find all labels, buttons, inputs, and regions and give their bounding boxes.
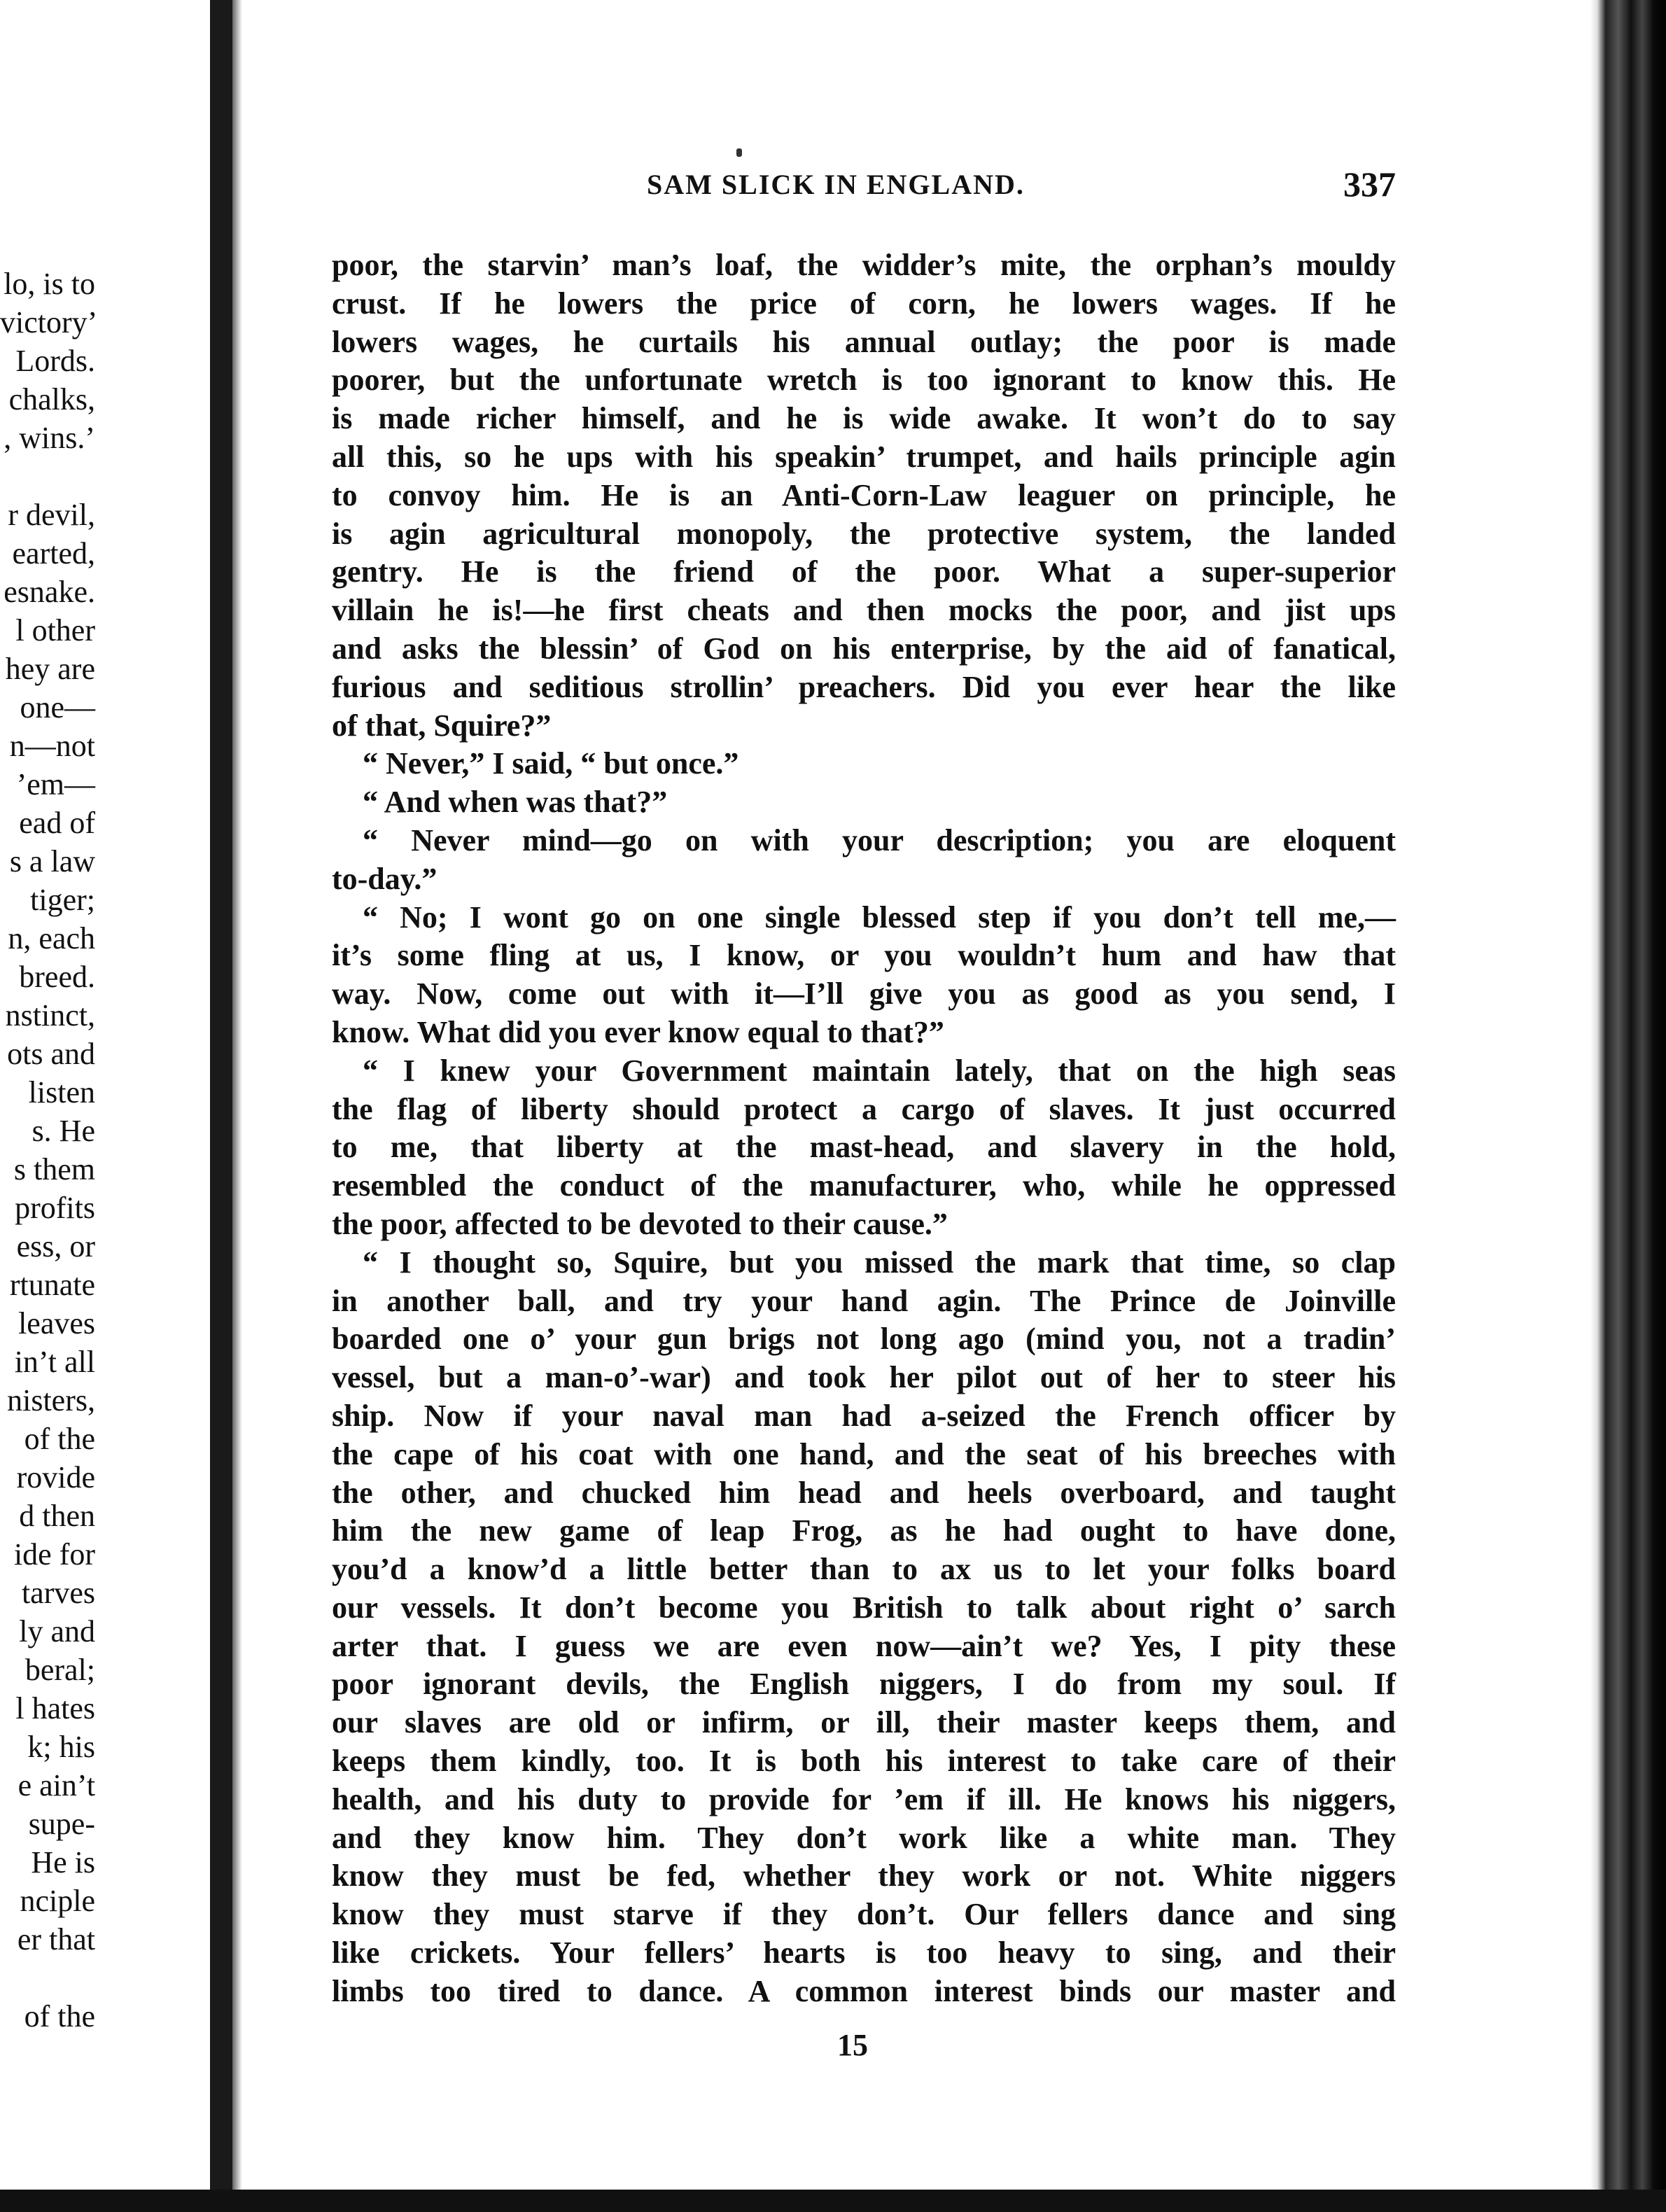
text-line: to me, that liberty at the mast-head, and slavery in the hold, [332, 1130, 1396, 1165]
text-line: gentry. He is the friend of the poor. What a super-superior [332, 554, 1396, 589]
facing-page-line: ide for [13, 1537, 95, 1572]
print-speck [736, 148, 742, 157]
text-line: “ Never,” I said, “ but once.” [363, 746, 739, 781]
facing-page-line: s them [13, 1152, 95, 1186]
facing-page-line: n, each [8, 921, 95, 955]
text-line: of that, Squire?” [332, 708, 552, 743]
facing-page-line: breed. [19, 960, 95, 994]
text-line: furious and seditious strollin’ preachers. Did you ever hear the like [332, 669, 1396, 704]
facing-page-fragment [0, 265, 112, 2057]
text-line: our slaves are old or infirm, or ill, their master keeps them, and [332, 1705, 1396, 1740]
facing-page-line: k; his [27, 1730, 95, 1764]
text-line: “ No; I wont go on one single blessed step if you don’t tell me,— [363, 899, 1396, 934]
page-header [332, 164, 1396, 217]
text-line: boarded one o’ your gun brigs not long ago (mind you, not a tradin’ [332, 1322, 1396, 1357]
facing-page-line: ly and [19, 1614, 95, 1648]
text-line: our vessels. It don’t become you British to talk about right o’ sarch [332, 1590, 1396, 1625]
text-line: resembled the conduct of the manufacturer, who, while he oppressed [332, 1168, 1396, 1203]
facing-page-line: Lords. [15, 344, 95, 378]
facing-page-line [0, 457, 112, 496]
book-gutter [210, 0, 232, 2198]
text-line: the poor, affected to be devoted to their cause.” [332, 1206, 948, 1241]
text-line: in another ball, and try your hand agin. The Prince de Joinville [332, 1283, 1396, 1318]
text-line: know. What did you ever know equal to that?” [332, 1014, 944, 1049]
facing-page-line: e ain’t [18, 1768, 95, 1802]
text-line: ship. Now if your naval man had a-seized the French officer by [332, 1398, 1396, 1433]
facing-page-line: , wins.’ [4, 421, 95, 455]
facing-page-line: tarves [21, 1576, 95, 1610]
running-head: SAM SLICK IN ENGLAND. [647, 169, 1025, 200]
text-line: the cape of his coat with one hand, and the seat of his breeches with [332, 1436, 1396, 1471]
text-line: “ I knew your Government maintain lately, that on the high seas [363, 1053, 1396, 1088]
facing-page-line: nciple [20, 1884, 95, 1918]
text-line: crust. If he lowers the price of corn, he lowers wages. If he [332, 286, 1396, 321]
facing-page-line: nstinct, [5, 998, 95, 1032]
facing-page-line: beral; [24, 1653, 95, 1687]
facing-page-line: leaves [18, 1306, 95, 1340]
text-line: is agin agricultural monopoly, the protective system, the landed [332, 516, 1396, 551]
gutter-shadow [232, 0, 242, 2198]
facing-page-line: s. He [31, 1114, 95, 1148]
facing-page-line: rtunate [9, 1268, 95, 1302]
facing-page-line: ’em— [16, 767, 95, 802]
facing-page-line: lo, is to [4, 267, 95, 301]
facing-page-line: earted, [12, 536, 95, 570]
text-line: poor, the starvin’ man’s loaf, the widder’s mite, the orphan’s mouldy [332, 248, 1396, 282]
text-line: know they must be fed, whether they work or not. White niggers [332, 1858, 1396, 1893]
facing-page-line: of the [24, 1422, 95, 1456]
facing-page-line: ess, or [16, 1229, 95, 1264]
text-line: keeps them kindly, too. It is both his interest to take care of their [332, 1744, 1396, 1779]
text-line: all this, so he ups with his speakin’ trumpet, and hails principle agin [332, 439, 1396, 474]
facing-page-line: r devil, [8, 498, 95, 532]
text-line: and asks the blessin’ of God on his enterprise, by the aid of fanatical, [332, 631, 1396, 666]
text-line: arter that. I guess we are even now—ain’t we? Yes, I pity these [332, 1628, 1396, 1663]
facing-page-line: tiger; [30, 883, 95, 917]
text-line: him the new game of leap Frog, as he had ought to have done, [332, 1513, 1396, 1548]
text-line: “ And when was that?” [363, 785, 668, 820]
facing-page-line [0, 1959, 112, 1997]
text-line: villain he is!—he first cheats and then mocks the poor, and jist ups [332, 593, 1396, 628]
facing-page-line: s a law [9, 844, 95, 878]
facing-page-line: er that [17, 1922, 95, 1956]
text-line: poor ignorant devils, the English niggers, I do from my soul. If [332, 1667, 1396, 1702]
text-line: it’s some fling at us, I know, or you wouldn’t hum and haw that [332, 938, 1396, 973]
facing-page-line: nisters, [7, 1383, 95, 1418]
text-line: to convoy him. He is an Anti-Corn-Law leaguer on principle, he [332, 477, 1396, 512]
facing-page-line: l other [15, 613, 95, 648]
text-line: “ I thought so, Squire, but you missed the mark that time, so clap [363, 1245, 1396, 1280]
page-top-margin [0, 0, 1666, 15]
text-line: way. Now, come out with it—I’ll give you as good as you send, I [332, 976, 1396, 1011]
facing-page-line: l hates [15, 1691, 95, 1726]
text-line: the other, and chucked him head and heels overboard, and taught [332, 1475, 1396, 1510]
text-line: poorer, but the unfortunate wretch is too ignorant to know this. He [332, 363, 1396, 398]
facing-page-line: profits [15, 1191, 95, 1225]
facing-page-line: d then [19, 1499, 95, 1533]
text-line: like crickets. Your fellers’ hearts is too heavy to sing, and their [332, 1935, 1396, 1970]
scan-bottom-border [0, 2190, 1666, 2212]
facing-page-line: ead of [19, 806, 95, 840]
facing-page-line: esnake. [4, 575, 95, 609]
facing-page-line: chalks, [8, 382, 95, 416]
text-line: know they must starve if they don’t. Our fellers dance and sing [332, 1897, 1396, 1932]
page-number: 337 [1343, 164, 1396, 204]
facing-page-line: in’t all [14, 1345, 95, 1379]
text-line: to-day.” [332, 861, 438, 896]
text-line: lowers wages, he curtails his annual outlay; the poor is made [332, 324, 1396, 359]
page-edge-stack [1590, 0, 1666, 2212]
facing-page-line: one— [20, 690, 95, 724]
text-line: limbs too tired to dance. A common interest binds our master and [332, 1973, 1396, 2008]
text-line: the flag of liberty should protect a cargo of slaves. It just occurred [332, 1091, 1396, 1126]
text-line: is made richer himself, and he is wide awake. It won’t do to say [332, 401, 1396, 436]
facing-page-line: hey are [5, 652, 95, 686]
text-line: you’d a know’d a little better than to ax us to let your folks board [332, 1552, 1396, 1587]
facing-page-line: victory’ [0, 305, 98, 340]
text-line: “ Never mind—go on with your description; you are eloquent [363, 822, 1396, 858]
facing-page-line: of the [24, 1999, 95, 2033]
text-line: and they know him. They don’t work like a white man. They [332, 1820, 1396, 1855]
facing-page-line: ots and [7, 1037, 95, 1071]
facing-page-line: He is [31, 1845, 95, 1879]
facing-page-line: n—not [9, 729, 95, 763]
page-body [332, 246, 1396, 2011]
text-line: health, and his duty to provide for ’em if ill. He knows his niggers, [332, 1782, 1396, 1816]
signature-mark: 15 [837, 2028, 868, 2062]
text-line: vessel, but a man-o’-war) and took her pilot out of her to steer his [332, 1360, 1396, 1395]
facing-page-line: listen [28, 1075, 95, 1110]
facing-page-line: rovide [16, 1460, 95, 1494]
facing-page-line: supe- [28, 1807, 95, 1841]
